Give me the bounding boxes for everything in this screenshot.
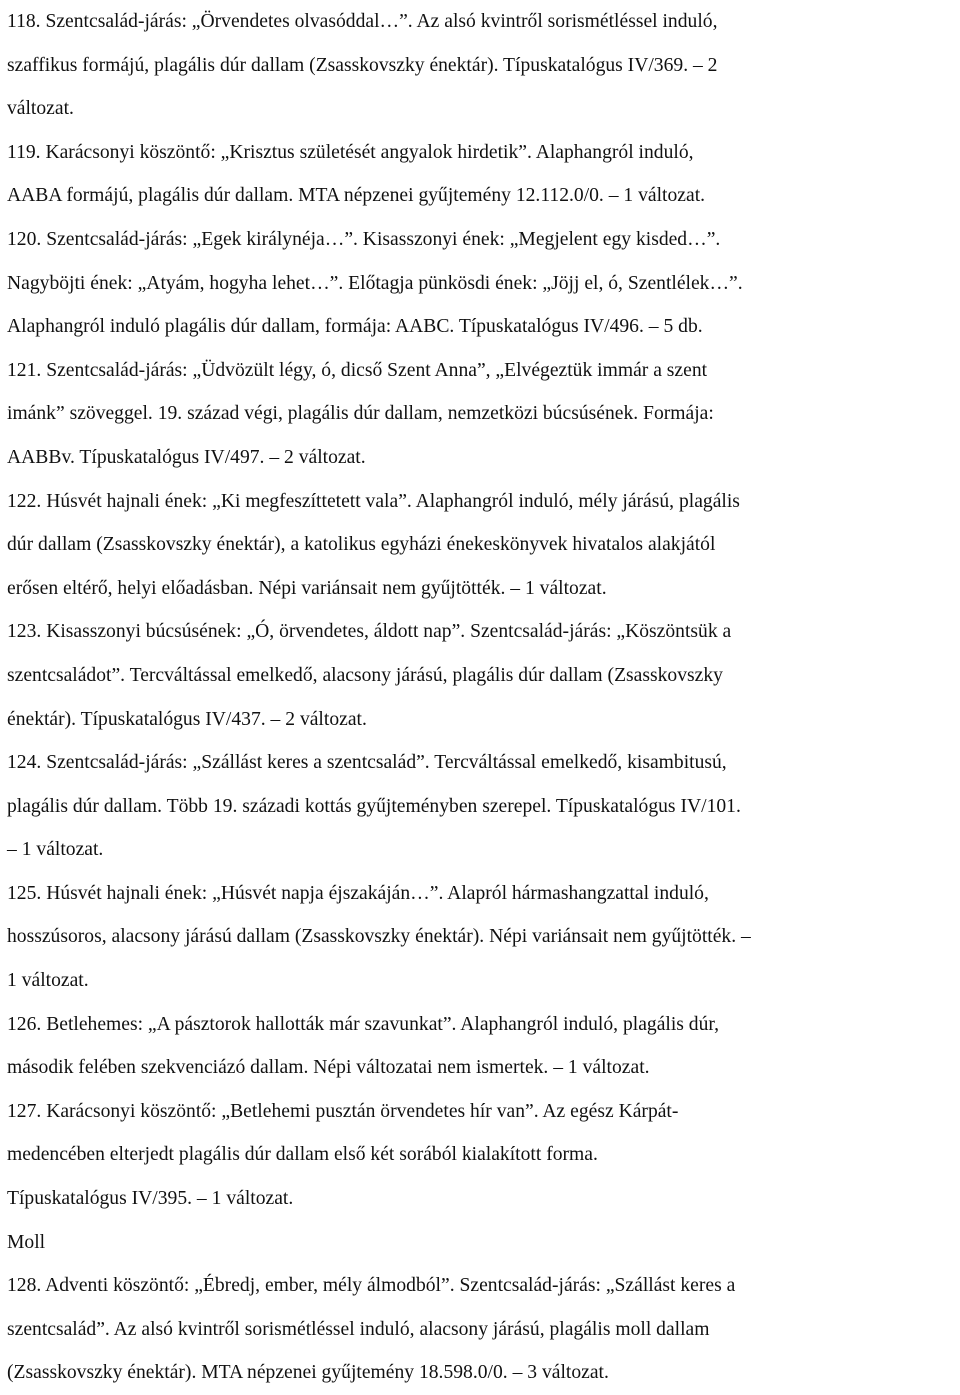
catalog-entry [7, 218, 953, 349]
entry-line: 125. Húsvét hajnali ének: „Húsvét napja éjszakáján…”. Alapról hármashangzattal induló, [7, 882, 709, 904]
entry-line: 127. Karácsonyi köszöntő: „Betlehemi pusztán örvendetes hír van”. Az egész Kárpát- [7, 1100, 679, 1122]
entry-line: AABBv. Típuskatalógus IV/497. – 2 változat. [7, 446, 366, 468]
entry-line: szaffikus formájú, plagális dúr dallam (Zsasskovszky énektár). Típuskatalógus IV/369. – 2 [7, 54, 718, 76]
catalog-entry [7, 349, 953, 480]
entry-line: 119. Karácsonyi köszöntő: „Krisztus születését angyalok hirdetik”. Alaphangról induló, [7, 141, 694, 163]
catalog-entry [7, 0, 953, 131]
entry-line: változat. [7, 98, 74, 120]
entry-line: Alaphangról induló plagális dúr dallam, formája: AABC. Típuskatalógus IV/496. – 5 db. [7, 316, 703, 338]
catalog-entry [7, 1003, 953, 1090]
entry-line: (Zsasskovszky énektár). MTA népzenei gyűjtemény 18.598.0/0. – 3 változat. [7, 1362, 609, 1384]
entry-line: 123. Kisasszonyi búcsúsének: „Ó, örvendetes, áldott nap”. Szentcsalád-járás: „Köszöntsük a [7, 621, 732, 643]
document-page [7, 0, 953, 1395]
entry-line: énektár). Típuskatalógus IV/437. – 2 változat. [7, 708, 367, 730]
catalog-entry [7, 872, 953, 1003]
entry-line: 120. Szentcsalád-járás: „Egek királynéja…”. Kisasszonyi ének: „Megjelent egy kisded…”. [7, 228, 721, 250]
entry-line: szentcsaládot”. Tercváltással emelkedő, alacsony járású, plagális dúr dallam (Zsasskovszky [7, 664, 723, 686]
entry-line: 126. Betlehemes: „A pásztorok hallották már szavunkat”. Alaphangról induló, plagális dúr, [7, 1013, 720, 1035]
catalog-entry [7, 480, 953, 611]
catalog-entry [7, 131, 953, 218]
entry-line: 1 változat. [7, 970, 89, 992]
entry-line: Moll [7, 1231, 46, 1253]
catalog-entry [7, 610, 953, 741]
catalog-entry [7, 1090, 953, 1221]
entry-line: – 1 változat. [7, 839, 104, 861]
entry-line: 122. Húsvét hajnali ének: „Ki megfeszíttetett vala”. Alaphangról induló, mély járású, plagális [7, 490, 740, 512]
entry-line: második felében szekvenciázó dallam. Népi változatai nem ismertek. – 1 változat. [7, 1057, 650, 1079]
entry-line: AABA formájú, plagális dúr dallam. MTA népzenei gyűjtemény 12.112.0/0. – 1 változat. [7, 185, 706, 207]
catalog-entry [7, 1264, 953, 1395]
entry-line: erősen eltérő, helyi előadásban. Népi variánsait nem gyűjtötték. – 1 változat. [7, 577, 607, 599]
entry-line: hosszúsoros, alacsony járású dallam (Zsasskovszky énektár). Népi variánsait nem gyűjtötték. – [7, 926, 751, 948]
entry-line: szentcsalád”. Az alsó kvintről sorismétléssel induló, alacsony járású, plagális moll dallam [7, 1318, 710, 1340]
entry-line: 124. Szentcsalád-járás: „Szállást keres a szentcsalád”. Tercváltással emelkedő, kisambitusú, [7, 752, 727, 774]
entry-line: imánk” szöveggel. 19. század végi, plagális dúr dallam, nemzetközi búcsúsének. Formája: [7, 403, 714, 425]
entry-line: medencében elterjedt plagális dúr dallam első két sorából kialakított forma. [7, 1144, 598, 1166]
entry-line: 121. Szentcsalád-járás: „Üdvözült légy, ó, dicső Szent Anna”, „Elvégeztük immár a szent [7, 359, 708, 381]
entry-line: Típuskatalógus IV/395. – 1 változat. [7, 1188, 294, 1210]
entry-line: 118. Szentcsalád-járás: „Örvendetes olvasóddal…”. Az alsó kvintről sorismétléssel induló, [7, 11, 718, 32]
entry-line: Nagyböjti ének: „Atyám, hogyha lehet…”. Előtagja pünkösdi ének: „Jöjj el, ó, Szentlélek…”. [7, 272, 743, 294]
catalog-entry [7, 1221, 953, 1265]
entry-line: plagális dúr dallam. Több 19. századi kottás gyűjteményben szerepel. Típuskatalógus IV/101. [7, 795, 741, 817]
entry-line: 128. Adventi köszöntő: „Ébredj, ember, mély álmodból”. Szentcsalád-járás: „Szállást keres a [7, 1275, 736, 1297]
entry-line: dúr dallam (Zsasskovszky énektár), a katolikus egyházi énekeskönyvek hivatalos alakjától [7, 534, 716, 556]
catalog-entry [7, 741, 953, 872]
